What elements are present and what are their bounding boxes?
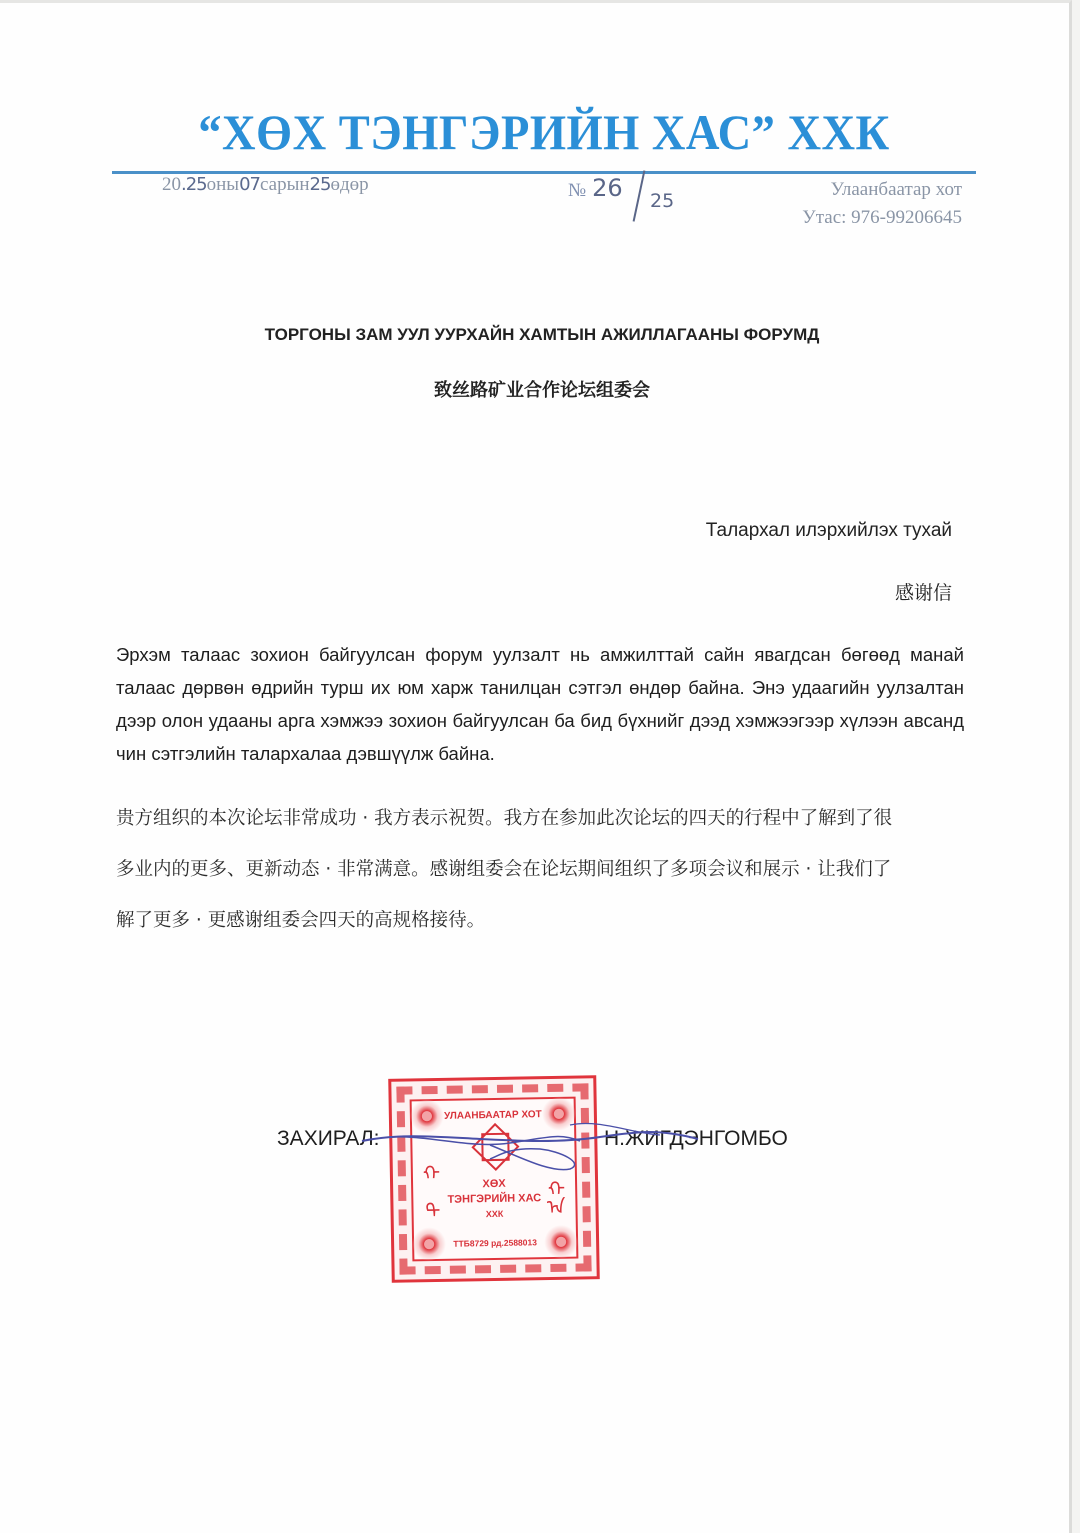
number-slash [633, 170, 646, 221]
recipient-chinese: 致丝路矿业合作论坛组委会 [434, 380, 650, 400]
letter-date [162, 174, 369, 196]
stamp-city: УЛААНБААТАР ХОТ [443, 1109, 542, 1122]
chinese-line: 解了更多 · 更感谢组委会四天的高规格接待。 [116, 910, 486, 931]
chinese-line: 贵方组织的本次论坛非常成功 · 我方表示祝贺。我方在参加此次论坛的四天的行程中了解到了很 [116, 808, 893, 829]
body-paragraph-chinese [116, 793, 964, 946]
mongol-script-glyph: ᠬ [547, 1176, 566, 1202]
letter-number [568, 174, 675, 212]
date-year-handwritten: .25 [181, 174, 207, 195]
date-day-handwritten: 25 [309, 174, 331, 195]
number-handwritten: 26 [592, 174, 623, 202]
mongol-script-glyph: ᠬ [422, 1160, 441, 1186]
subject-mongolian: Талархал илэрхийлэх тухай [705, 520, 952, 541]
body-paragraph-mongolian: Эрхэм талаас зохион байгуулсан форум уулзалт нь амжилттай сайн явагдсан бөгөөд манай талаас дөрвөн өдрийн турш их юм харж танилцан сэтгэл өндөр байна. Энэ удаагийн уулзалтан дээр олон удааны арга хэмжээ зохион байгуулсан ба бид бүхнийг дээд хэмжээгээр хүлээн авсанд чин сэтгэлийн талархалаа дэвшүүлж байна. [116, 644, 964, 764]
signatory-title: ЗАХИРАЛ: [277, 1127, 380, 1150]
date-day-label: өдөр [330, 174, 369, 195]
date-month-handwritten: 07 [239, 174, 260, 195]
stamp-name-line1: ХӨХ [482, 1177, 506, 1191]
phone-text: Утас: 976-99206645 [802, 207, 962, 228]
chinese-line: 多业内的更多、更新动态 · 非常满意。感谢组委会在论坛期间组织了多项会议和展示 · 让我们了 [116, 859, 892, 880]
date-month-label: сарын [259, 174, 310, 195]
handwritten-signature-icon [360, 1093, 700, 1183]
letterhead-contact [802, 176, 962, 232]
stamp-name-line2: ТЭНГЭРИЙН ХАС [447, 1192, 542, 1206]
company-name-heading: “ХӨХ ТЭНГЭРИЙН ХАС” ХХК [198, 104, 890, 160]
subject-chinese: 感谢信 [894, 583, 952, 604]
mongol-script-glyph: ᠲ [425, 1198, 441, 1224]
mongol-script-glyph: ᠠ [546, 1194, 566, 1220]
stamp-registration: ТТБ8729 рд.2588013 [453, 1237, 537, 1249]
signatory-name: Н.ЖИГДЭНГОМБО [604, 1127, 788, 1150]
date-prefix: 20 [162, 174, 181, 195]
number-label: № [568, 180, 587, 201]
date-on-label: оны [206, 174, 240, 195]
stamp-name-line3: ХХК [485, 1208, 504, 1220]
number-year-handwritten: 25 [650, 190, 675, 212]
city-text: Улаанбаатар хот [830, 179, 962, 200]
recipient-mongolian: ТОРГОНЫ ЗАМ УУЛ УУРХАЙН ХАМТЫН АЖИЛЛАГААНЫ ФОРУМД [264, 325, 820, 344]
